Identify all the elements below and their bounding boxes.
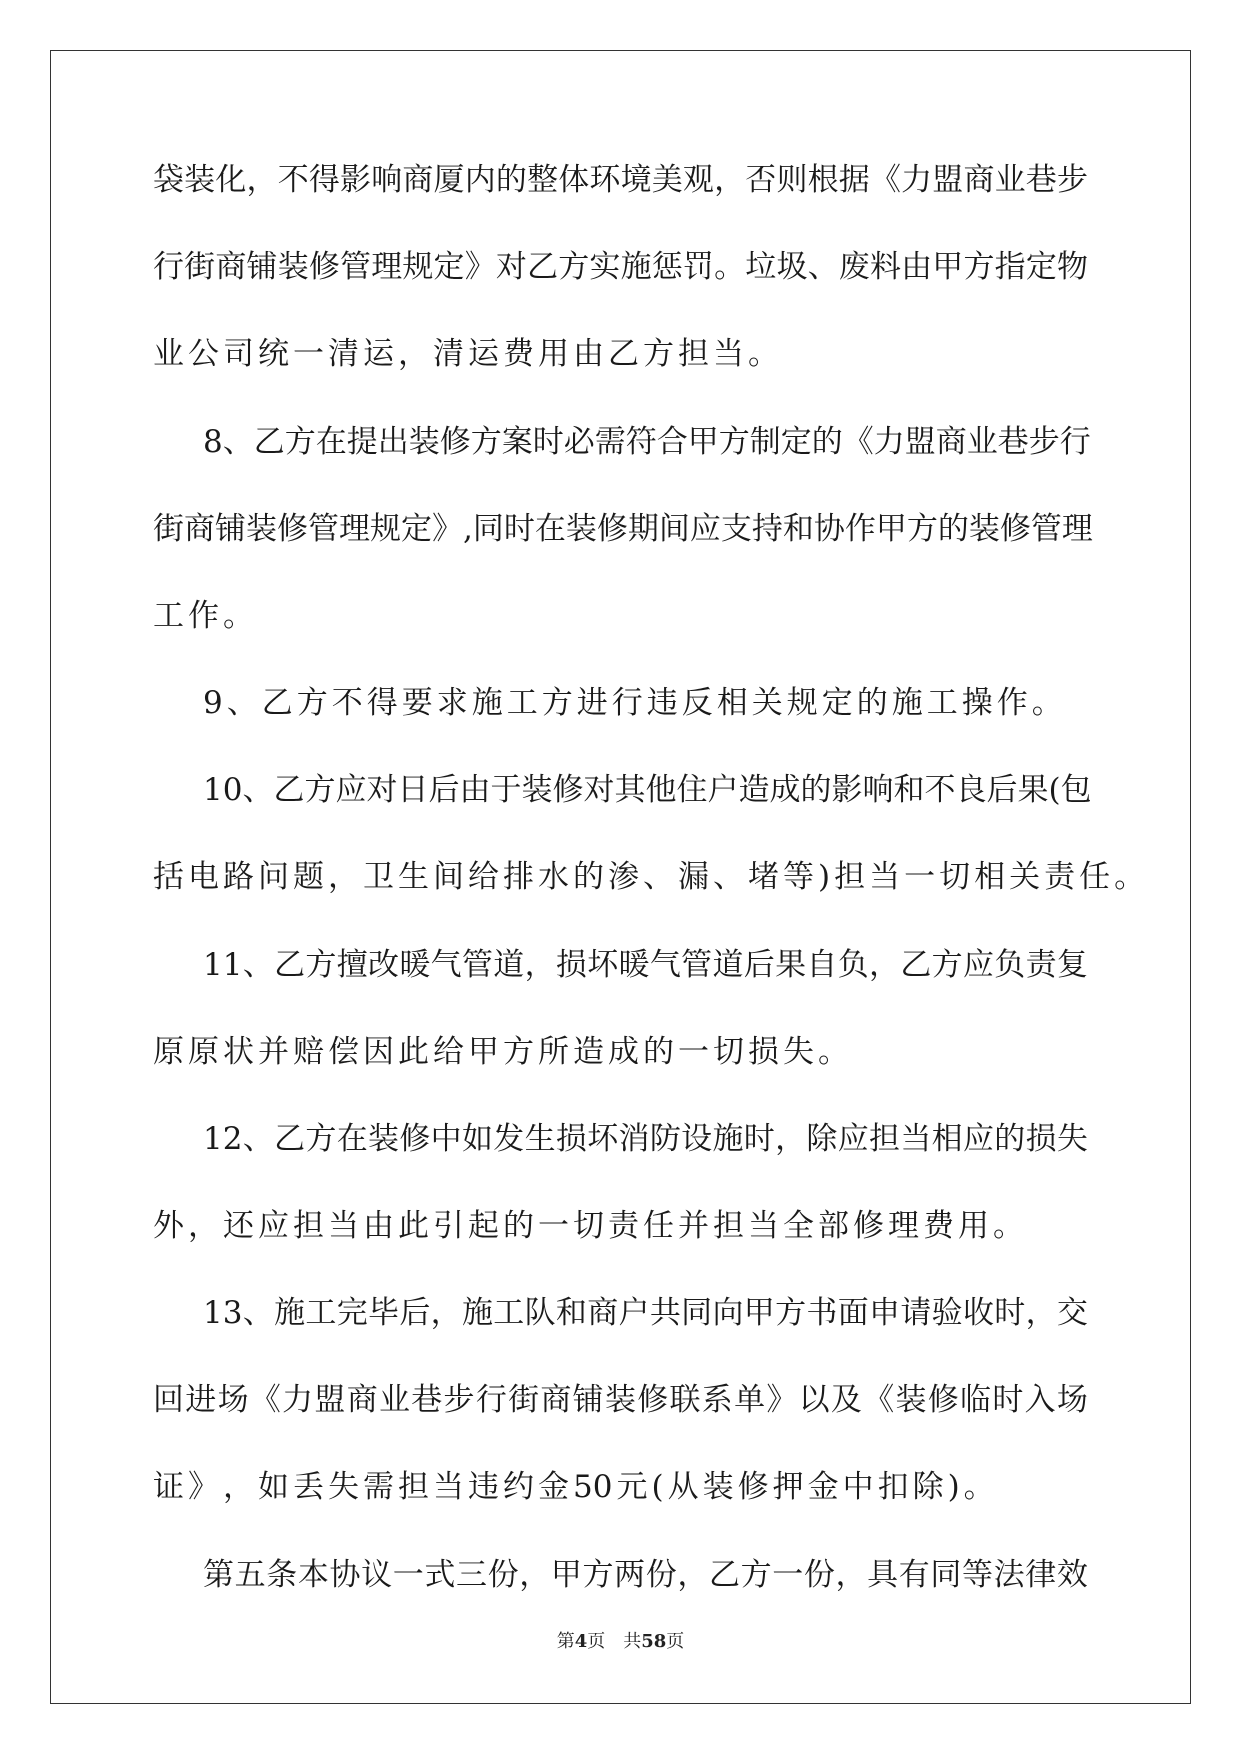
text-line: 8 、 乙 方 在 提 出 装 修 方 案 时 必 需 符 合 甲 方 制 定 的 《 力 盟 商 业 巷 步 行 xyxy=(203,424,1091,460)
text-line: 第 五 条 本 协 议 一 式 三 份 ， 甲 方 两 份 ， 乙 方 一 份 ， 具 有 同 等 法 律 效 xyxy=(203,1557,1088,1593)
text-line: 街 商 铺 装 修 管 理 规 定 》 , 同 时 在 装 修 期 间 应 支 持 和 协 作 甲 方 的 装 修 管 理 xyxy=(153,511,1093,547)
text-line: 原 原 状 并 赔 偿 因 此 给 甲 方 所 造 成 的 一 切 损 失 。 xyxy=(153,1034,849,1070)
text-line: 行 街 商 铺 装 修 管 理 规 定 》 对 乙 方 实 施 惩 罚 。 垃 圾 、 废 料 由 甲 方 指 定 物 xyxy=(153,249,1088,285)
text-line: 袋 装 化 ， 不 得 影 响 商 厦 内 的 整 体 环 境 美 观 ， 否 则 根 据 《 力 盟 商 业 巷 步 xyxy=(153,162,1088,198)
text-line: 外 ， 还 应 担 当 由 此 引 起 的 一 切 责 任 并 担 当 全 部 修 理 费 用 。 xyxy=(153,1208,1024,1244)
text-line: 12 、 乙 方 在 装 修 中 如 发 生 损 坏 消 防 设 施 时 ， 除 应 担 当 相 应 的 损 失 xyxy=(203,1121,1088,1157)
text-line: 11 、 乙 方 擅 改 暖 气 管 道 ， 损 坏 暖 气 管 道 后 果 自 负 ， 乙 方 应 负 责 复 xyxy=(203,947,1088,983)
page-footer xyxy=(0,1627,1241,1653)
text-line: 10 、 乙 方 应 对 日 后 由 于 装 修 对 其 他 住 户 造 成 的 影 响 和 不 良 后 果 ( 包 xyxy=(203,772,1092,808)
text-line: 业 公 司 统 一 清 运 ， 清 运 费 用 由 乙 方 担 当 。 xyxy=(153,336,779,372)
text-line: 证 》 ， 如 丢 失 需 担 当 违 约 金 50 元 ( 从 装 修 押 金 中 扣 除 ) 。 xyxy=(153,1469,995,1505)
footer-total-pages: 58 xyxy=(641,1631,667,1652)
text-line: 9 、 乙 方 不 得 要 求 施 工 方 进 行 违 反 相 关 规 定 的 施 工 操 作 。 xyxy=(203,685,1063,721)
document-body xyxy=(153,160,1146,1593)
text-line: 括 电 路 问 题 ， 卫 生 间 给 排 水 的 渗 、 漏 、 堵 等 ) 担 当 一 切 相 关 责 任 。 xyxy=(153,859,1146,895)
text-line: 回 进 场 《 力 盟 商 业 巷 步 行 街 商 铺 装 修 联 系 单 》 以 及 《 装 修 临 时 入 场 xyxy=(153,1382,1088,1418)
footer-prefix: 第 xyxy=(556,1631,575,1652)
footer-mid: 页 共 xyxy=(587,1631,642,1652)
text-line: 工 作 。 xyxy=(153,598,254,634)
text-line: 13 、 施 工 完 毕 后 ， 施 工 队 和 商 户 共 同 向 甲 方 书 面 申 请 验 收 时 ， 交 xyxy=(203,1295,1088,1331)
footer-suffix: 页 xyxy=(666,1631,685,1652)
footer-page-number: 4 xyxy=(574,1631,588,1652)
